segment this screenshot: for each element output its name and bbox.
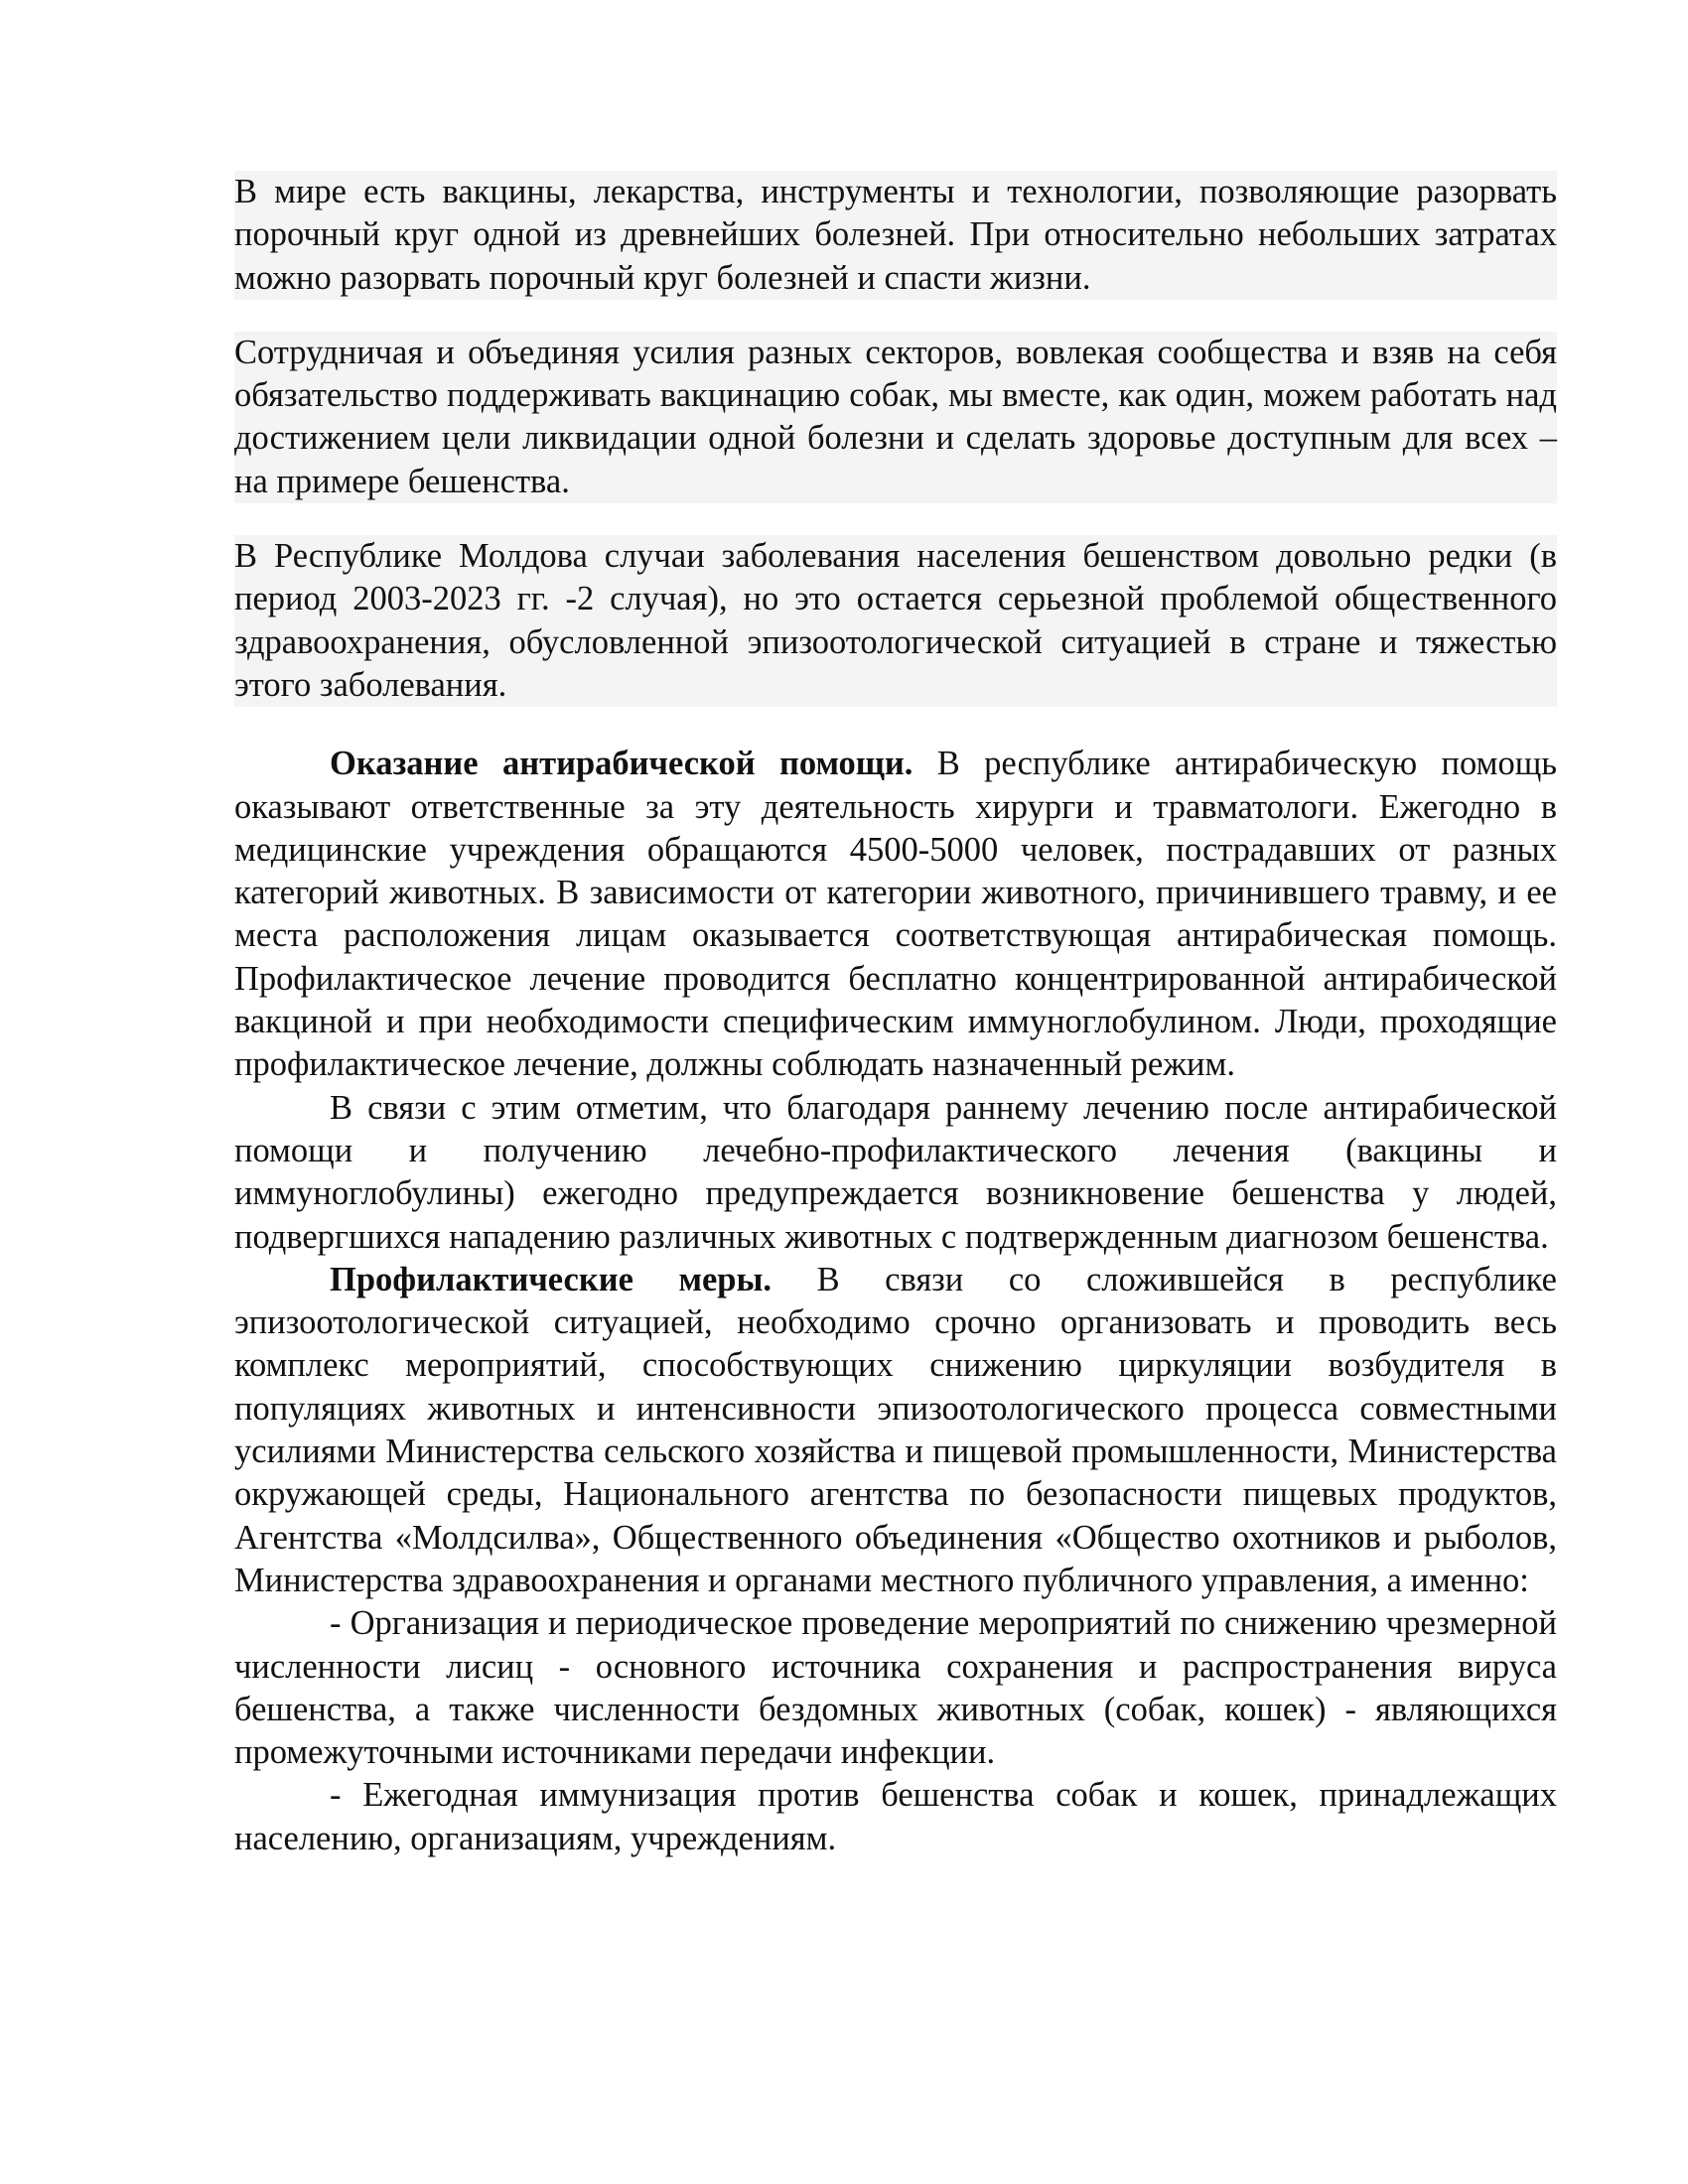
early-treatment-paragraph: В связи с этим отметим, что благодаря раннему лечению после антирабической помощи и получению лечебно-профилактического лечения (вакцины и иммуноглобулины) ежегодно предупреждается возникновение бешенства у людей, подвергшихся нападению различных животных с подтвержденным диагнозом бешенства. (234, 1088, 1557, 1256)
intro-paragraph-2: Сотрудничая и объединяя усилия разных секторов, вовлекая сообщества и взяв на себя обязательство поддерживать вакцинацию собак, мы вместе, как один, можем работать над достижением цели ликвидации одной болезни и сделать здоровье доступным для всех – на примере бешенства. (234, 332, 1557, 503)
prevention-item-immunization: - Ежегодная иммунизация против бешенства собак и кошек, принадлежащих населению, организациям, учреждениям. (234, 1776, 1557, 1857)
rabies-care-heading: Оказание антирабической помощи. (330, 745, 914, 783)
prevention-item-fox-control: - Организация и периодическое проведение мероприятий по снижению чрезмерной численности лисиц - основного источника сохранения и распространения вируса бешенства, а также численности бездомных животных (собак, кошек) - являющихся промежуточными источниками передачи инфекции. (234, 1604, 1557, 1772)
prevention-text: В связи со сложившейся в республике эпизоотологической ситуацией, необходимо срочно организовать и проводить весь комплекс мероприятий, способствующих снижению циркуляции возбудителя в популяциях животных и интенсивности эпизоотологического процесса совместными усилиями Министерства сельского хозяйства и пищевой промышленности, Министерства окружающей среды, Национального агентства по безопасности пищевых продуктов, Агентства «Молдсилва», Общественного объединения «Общество охотников и рыболов, Министерства здравоохранения и органами местного публичного управления, а именно: (234, 1260, 1557, 1599)
paragraph-gap (234, 503, 1557, 535)
intro-paragraph-1: В мире есть вакцины, лекарства, инструменты и технологии, позволяющие разорвать порочный круг одной из древнейших болезней. При относительно небольших затратах можно разорвать порочный круг болезней и спасти жизни. (234, 171, 1557, 300)
prevention-paragraph (234, 1259, 1557, 1602)
prevention-heading: Профилактические меры. (330, 1260, 773, 1298)
paragraph-gap (234, 300, 1557, 332)
rabies-care-paragraph (234, 743, 1557, 1086)
rabies-care-text: В республике антирабическую помощь оказывают ответственные за эту деятельность хирурги и травматологи. Ежегодно в медицинские учреждения обращаются 4500-5000 человек, пострадавших от разных категорий животных. В зависимости от категории животного, причинившего травму, и ее места расположения лицам оказывается соответствующая антирабическая помощь. Профилактическое лечение проводится бесплатно концентрированной антирабической вакциной и при необходимости специфическим иммуноглобулином. Люди, проходящие профилактическое лечение, должны соблюдать назначенный режим. (234, 745, 1557, 1084)
paragraph-gap (234, 707, 1557, 743)
document-page (234, 171, 1557, 1860)
intro-paragraph-3: В Республике Молдова случаи заболевания населения бешенством довольно редки (в период 2003-2023 гг. -2 случая), но это остается серьезной проблемой общественного здравоохранения, обусловленной эпизоотологической ситуацией в стране и тяжестью этого заболевания. (234, 535, 1557, 707)
